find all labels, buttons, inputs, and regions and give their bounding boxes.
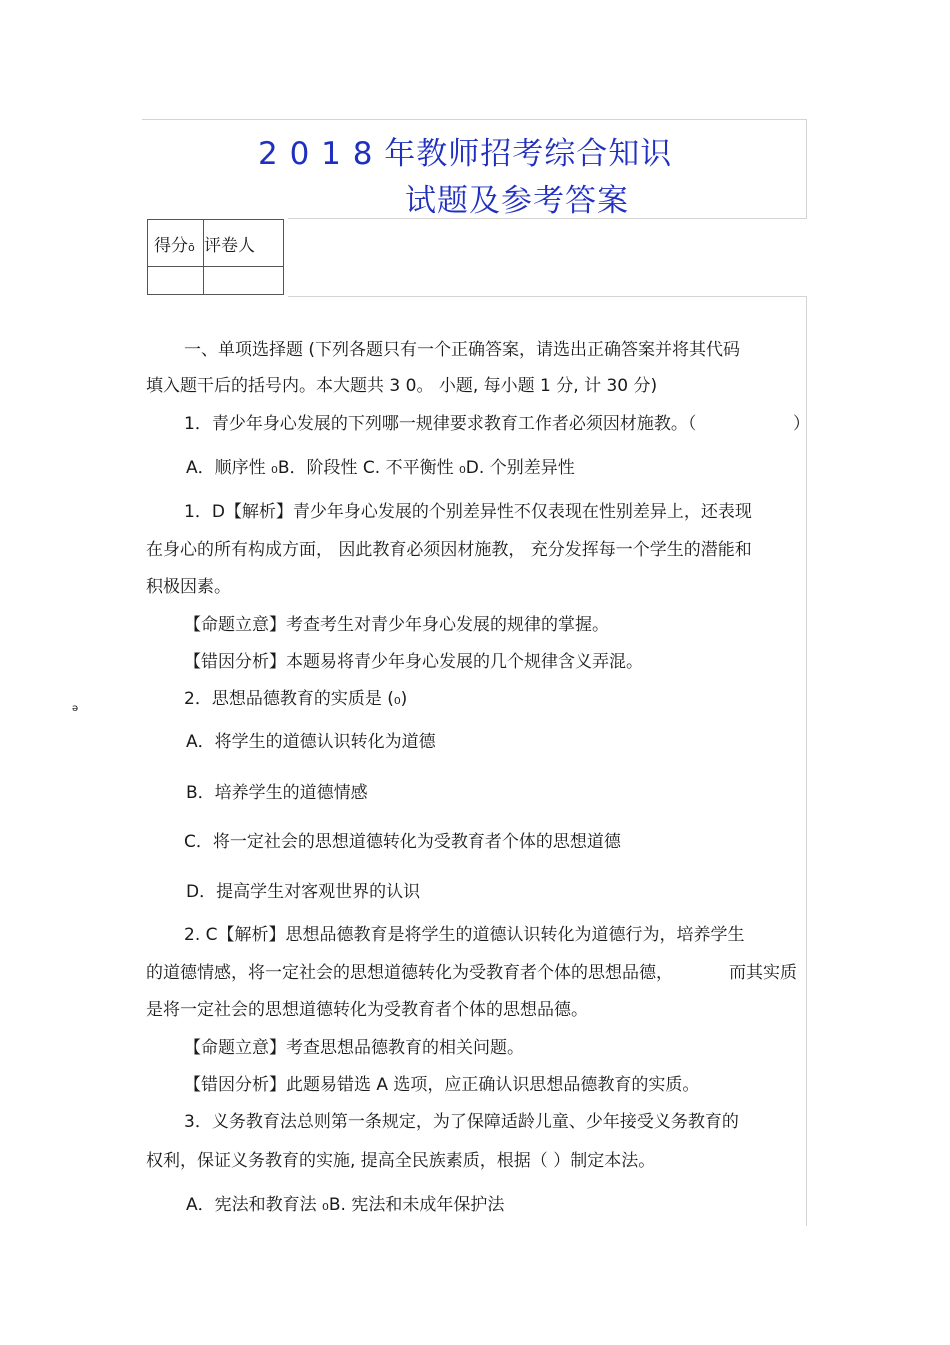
q1-analysis-line3: 积极因素。 — [146, 577, 231, 597]
score-table — [147, 219, 284, 295]
content-box-right-border — [806, 296, 807, 1226]
score-mark: ō — [188, 240, 195, 254]
content-box-top-border — [288, 296, 807, 297]
title-box-right-border — [806, 119, 807, 218]
section-heading-line2: 填入题干后的括号内。本大题共 3 0。 小题, 每小题 1 分, 计 30 分) — [146, 376, 658, 396]
q1-error-analysis: 【错因分析】本题易将青少年身心发展的几个规律含义弄混。 — [184, 652, 643, 672]
q3-stem-line1: 3．义务教育法总则第一条规定，为了保障适龄儿童、少年接受义务教育的 — [184, 1112, 739, 1132]
q1-analysis-line1: 1．D【解析】青少年身心发展的个别差异性不仅表现在性别差异上，还表现 — [184, 502, 752, 522]
q3-stem-line2: 权利，保证义务教育的实施, 提高全民族素质，根据（ ）制定本法。 — [146, 1151, 656, 1171]
grader-cell — [204, 220, 284, 267]
q2-analysis-line3: 是将一定社会的思想道德转化为受教育者个体的思想品德。 — [146, 1000, 588, 1020]
title-box-top-border — [142, 119, 807, 120]
q1-stem-close: ） — [793, 414, 810, 434]
section-heading-line1: 一、单项选择题 (下列各题只有一个正确答案，请选出正确答案并将其代码 — [184, 340, 741, 360]
q2-analysis-line2-end: 而其实质 — [729, 963, 797, 983]
q2-stem: 2．思想品德教育的实质是 (₀) — [184, 689, 408, 709]
q1-analysis-line2: 在身心的所有构成方面， 因此教育必须因材施教， 充分发挥每一个学生的潜能和 — [146, 540, 752, 560]
q2-option-a: A．将学生的道德认识转化为道德 — [186, 732, 436, 752]
q2-intent: 【命题立意】考查思想品德教育的相关问题。 — [184, 1038, 524, 1058]
stray-mark: ə — [72, 703, 79, 714]
q2-analysis-line1: 2. C【解析】思想品德教育是将学生的道德认识转化为道德行为，培养学生 — [184, 925, 745, 945]
score-label: 得分 — [154, 235, 188, 256]
q2-error-analysis: 【错因分析】此题易错选 A 选项，应正确认识思想品德教育的实质。 — [184, 1075, 700, 1095]
q2-option-c: C．将一定社会的思想道德转化为受教育者个体的思想道德 — [184, 832, 621, 852]
q1-stem: 1．青少年身心发展的下列哪一规律要求教育工作者必须因材施教。（ — [184, 414, 697, 434]
grader-label: 评卷人 — [204, 235, 255, 256]
q3-options: A．宪法和教育法 ₀B. 宪法和未成年保护法 — [186, 1195, 505, 1215]
page-title-line2: 试题及参考答案 — [405, 183, 629, 219]
q1-options: A．顺序性 ₀B．阶段性 C. 不平衡性 ₀D. 个别差异性 — [186, 458, 575, 478]
page-title-line1: 2 0 1 8 年教师招考综合知识 — [258, 136, 673, 172]
score-cell — [148, 220, 204, 267]
q2-option-d: D．提高学生对客观世界的认识 — [186, 882, 421, 902]
q2-option-b: B．培养学生的道德情感 — [186, 783, 368, 803]
q2-analysis-line2: 的道德情感，将一定社会的思想道德转化为受教育者个体的思想品德， — [146, 963, 673, 983]
q1-intent: 【命题立意】考查考生对青少年身心发展的规律的掌握。 — [184, 615, 609, 635]
score-value-cell — [148, 267, 204, 295]
grader-value-cell — [204, 267, 284, 295]
